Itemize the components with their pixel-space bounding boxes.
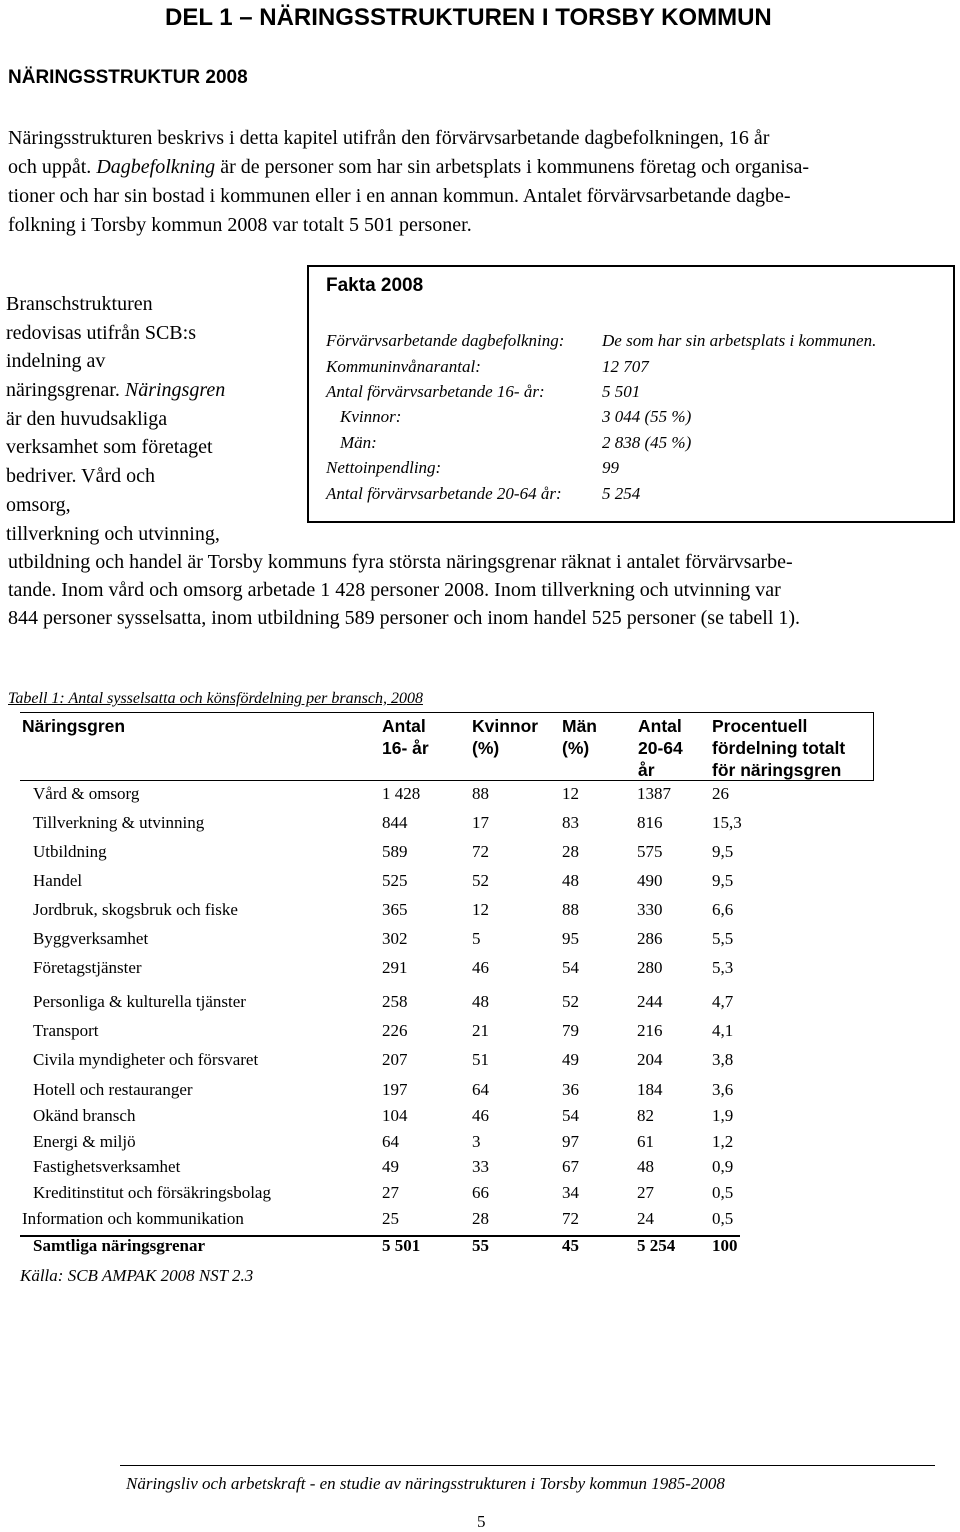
cell-antal-16: 302 <box>382 929 408 948</box>
fakta-value: 99 <box>602 458 619 477</box>
cell-antal-16: 25 <box>382 1209 399 1228</box>
cell-antal-20-64: 575 <box>637 842 663 861</box>
dagbefolkning-term: Dagbefolkning <box>96 156 216 178</box>
cell-kvinnor: 33 <box>472 1157 489 1176</box>
intro-line: Näringsstrukturen beskrivs i detta kapitel utifrån den förvärvsarbetande dagbefolkningen, 16 år <box>8 127 770 149</box>
table-row <box>0 871 960 895</box>
cell-man: 88 <box>562 900 579 919</box>
cell-procent: 15,3 <box>712 813 742 832</box>
cell-antal-20-64: 5 254 <box>637 1236 676 1255</box>
table-row <box>0 1080 960 1104</box>
table-caption: Tabell 1: Antal sysselsatta och könsfördelning per bransch, 2008 <box>8 690 423 707</box>
header-text: 16- år <box>382 738 429 758</box>
fakta-label: Män: <box>340 433 377 452</box>
cell-antal-20-64: 286 <box>637 929 663 948</box>
side-line: omsorg, <box>6 493 71 516</box>
header-text: Antal <box>638 716 682 736</box>
cell-man: 12 <box>562 784 579 803</box>
cell-kvinnor: 72 <box>472 842 489 861</box>
cell-man: 54 <box>562 958 579 977</box>
cell-man: 49 <box>562 1050 579 1069</box>
cell-man: 28 <box>562 842 579 861</box>
table-row <box>0 1183 960 1207</box>
section-heading: NÄRINGSSTRUKTUR 2008 <box>8 67 248 88</box>
fakta-value: De som har sin arbetsplats i kommunen. <box>602 331 877 350</box>
cell-antal-16: 525 <box>382 871 408 890</box>
intro-line <box>8 153 948 182</box>
side-line: redovisas utifrån SCB:s <box>6 321 196 344</box>
cell-kvinnor: 28 <box>472 1209 489 1228</box>
cell-man: 67 <box>562 1157 579 1176</box>
cell-antal-20-64: 1387 <box>637 784 671 803</box>
header-text: år <box>638 760 655 780</box>
cell-naringsgren: Personliga & kulturella tjänster <box>33 992 246 1011</box>
cell-antal-16: 844 <box>382 813 408 832</box>
intro-line: tioner och har sin bostad i kommunen eller i en annan kommun. Antalet förvärvsarbetande dagbe- <box>8 185 791 207</box>
cell-kvinnor: 46 <box>472 1106 489 1125</box>
table-row <box>0 1157 960 1181</box>
table-rule <box>873 712 874 781</box>
intro-paragraph <box>8 124 948 240</box>
cell-man: 45 <box>562 1236 579 1255</box>
cell-procent: 9,5 <box>712 871 734 890</box>
side-line: tillverkning och utvinning, <box>6 522 220 545</box>
header-text: 20-64 <box>638 738 683 758</box>
fakta-label: Kvinnor: <box>340 407 402 426</box>
header-text: Män <box>562 716 597 736</box>
cell-kvinnor: 88 <box>472 784 489 803</box>
summary-line: 844 personer sysselsatta, inom utbildning 589 personer och inom handel 525 personer (se tabell 1). <box>8 607 801 629</box>
header-man <box>562 715 597 759</box>
header-text: Kvinnor <box>472 716 539 736</box>
table-row <box>0 929 960 953</box>
cell-man: 95 <box>562 929 579 948</box>
cell-man: 34 <box>562 1183 579 1202</box>
table-row <box>0 1050 960 1074</box>
footer-text: Näringsliv och arbetskraft - en studie av näringsstrukturen i Torsby kommun 1985-2008 <box>126 1474 725 1493</box>
table-row <box>0 784 960 808</box>
summary-paragraph <box>8 548 948 632</box>
header-text: fördelning totalt <box>712 738 846 758</box>
cell-antal-16: 27 <box>382 1183 399 1202</box>
cell-kvinnor: 52 <box>472 871 489 890</box>
side-line: är den huvudsakliga <box>6 407 168 430</box>
cell-procent: 5,5 <box>712 929 734 948</box>
table-row <box>0 1132 960 1156</box>
header-text: (%) <box>472 738 500 758</box>
cell-antal-20-64: 216 <box>637 1021 663 1040</box>
side-line: Branschstrukturen <box>6 293 153 315</box>
cell-naringsgren: Information och kommunikation <box>22 1209 244 1228</box>
header-kvinnor <box>472 715 538 759</box>
page-title: DEL 1 – NÄRINGSSTRUKTUREN I TORSBY KOMMUN <box>165 4 772 31</box>
fakta-label: Kommuninvånarantal: <box>326 357 481 376</box>
page-number: 5 <box>477 1512 486 1531</box>
fakta-title: Fakta 2008 <box>326 275 424 296</box>
cell-man: 97 <box>562 1132 579 1151</box>
fakta-box <box>307 265 955 523</box>
cell-antal-20-64: 280 <box>637 958 663 977</box>
cell-man: 72 <box>562 1209 579 1228</box>
header-antal-20-64 <box>638 715 683 781</box>
summary-line: utbildning och handel är Torsby kommuns fyra största näringsgrenar räknat i antalet förvärvsarbe- <box>8 551 793 573</box>
side-text: näringsgrenar. <box>6 379 125 402</box>
cell-naringsgren: Handel <box>33 871 83 890</box>
header-text: för näringsgren <box>712 760 842 780</box>
cell-antal-20-64: 82 <box>637 1106 654 1125</box>
cell-naringsgren: Vård & omsorg <box>33 784 140 803</box>
cell-antal-20-64: 184 <box>637 1080 663 1099</box>
table-rule <box>20 780 874 781</box>
header-procentuell <box>712 715 845 781</box>
cell-procent: 0,5 <box>712 1183 734 1202</box>
cell-kvinnor: 46 <box>472 958 489 977</box>
cell-antal-16: 365 <box>382 900 408 919</box>
table-row <box>0 813 960 837</box>
table-row <box>0 900 960 924</box>
cell-kvinnor: 48 <box>472 992 489 1011</box>
header-text: Procentuell <box>712 716 808 736</box>
fakta-value: 5 254 <box>602 484 641 503</box>
cell-antal-16: 207 <box>382 1050 408 1069</box>
table-row <box>0 1106 960 1130</box>
table-row <box>0 1021 960 1045</box>
cell-kvinnor: 3 <box>472 1132 481 1151</box>
cell-procent: 1,9 <box>712 1106 734 1125</box>
cell-kvinnor: 55 <box>472 1236 489 1255</box>
cell-antal-16: 1 428 <box>382 784 421 803</box>
table-rule <box>20 712 874 713</box>
fakta-label: Antal förvärvsarbetande 16- år: <box>326 382 545 401</box>
table-row <box>0 842 960 866</box>
cell-antal-16: 104 <box>382 1106 408 1125</box>
naringsgren-term: Näringsgren <box>124 379 226 402</box>
cell-antal-20-64: 244 <box>637 992 663 1011</box>
cell-procent: 0,9 <box>712 1157 734 1176</box>
cell-procent: 5,3 <box>712 958 734 977</box>
cell-antal-16: 197 <box>382 1080 408 1099</box>
cell-naringsgren: Energi & miljö <box>33 1132 136 1151</box>
cell-antal-20-64: 24 <box>637 1209 654 1228</box>
cell-antal-20-64: 204 <box>637 1050 663 1069</box>
cell-antal-20-64: 816 <box>637 813 663 832</box>
fakta-label: Nettoinpendling: <box>326 458 442 477</box>
fakta-value: 12 707 <box>602 357 649 376</box>
cell-man: 83 <box>562 813 579 832</box>
header-antal-16 <box>382 715 429 759</box>
header-text: Antal <box>382 716 426 736</box>
cell-antal-16: 64 <box>382 1132 399 1151</box>
cell-antal-20-64: 61 <box>637 1132 654 1151</box>
cell-antal-20-64: 48 <box>637 1157 654 1176</box>
cell-procent: 3,8 <box>712 1050 734 1069</box>
cell-kvinnor: 17 <box>472 813 489 832</box>
header-naringsgren: Näringsgren <box>22 716 126 736</box>
cell-procent: 4,7 <box>712 992 734 1011</box>
cell-naringsgren: Företagstjänster <box>33 958 142 977</box>
cell-naringsgren: Byggverksamhet <box>33 929 149 948</box>
cell-man: 52 <box>562 992 579 1011</box>
cell-antal-20-64: 330 <box>637 900 663 919</box>
cell-procent: 3,6 <box>712 1080 734 1099</box>
fakta-label: Förvärvsarbetande dagbefolkning: <box>326 331 565 350</box>
table-total-row <box>0 1236 960 1260</box>
cell-antal-20-64: 490 <box>637 871 663 890</box>
side-line: bedriver. Vård och <box>6 465 156 488</box>
footer-rule <box>120 1465 935 1466</box>
cell-procent: 26 <box>712 784 729 803</box>
side-paragraph <box>6 290 306 548</box>
intro-text: och uppåt. <box>8 156 97 178</box>
cell-naringsgren: Tillverkning & utvinning <box>33 813 205 832</box>
cell-man: 48 <box>562 871 579 890</box>
cell-kvinnor: 21 <box>472 1021 489 1040</box>
summary-line: tande. Inom vård och omsorg arbetade 1 428 personer 2008. Inom tillverkning och utvinning var <box>8 579 781 601</box>
fakta-value: 3 044 (55 %) <box>602 407 692 426</box>
cell-procent: 4,1 <box>712 1021 734 1040</box>
cell-naringsgren: Samtliga näringsgrenar <box>33 1236 206 1255</box>
fakta-value: 2 838 (45 %) <box>602 433 692 452</box>
cell-man: 36 <box>562 1080 579 1099</box>
fakta-value: 5 501 <box>602 382 641 401</box>
cell-naringsgren: Utbildning <box>33 842 107 861</box>
cell-naringsgren: Jordbruk, skogsbruk och fiske <box>33 900 238 919</box>
cell-antal-16: 49 <box>382 1157 399 1176</box>
cell-man: 54 <box>562 1106 579 1125</box>
cell-antal-16: 258 <box>382 992 408 1011</box>
cell-antal-16: 5 501 <box>382 1236 421 1255</box>
cell-procent: 0,5 <box>712 1209 734 1228</box>
cell-naringsgren: Kreditinstitut och försäkringsbolag <box>33 1183 271 1202</box>
fakta-label: Antal förvärvsarbetande 20-64 år: <box>326 484 562 503</box>
cell-kvinnor: 64 <box>472 1080 489 1099</box>
cell-naringsgren: Okänd bransch <box>33 1106 136 1125</box>
cell-procent: 1,2 <box>712 1132 734 1151</box>
cell-antal-16: 291 <box>382 958 408 977</box>
cell-kvinnor: 66 <box>472 1183 489 1202</box>
cell-antal-16: 226 <box>382 1021 408 1040</box>
cell-naringsgren: Hotell och restauranger <box>33 1080 193 1099</box>
cell-procent: 9,5 <box>712 842 734 861</box>
table-row <box>0 1209 960 1233</box>
cell-man: 79 <box>562 1021 579 1040</box>
cell-naringsgren: Transport <box>33 1021 99 1040</box>
side-line: indelning av <box>6 350 106 373</box>
intro-text: är de personer som har sin arbetsplats i kommunens företag och organisa- <box>215 156 810 178</box>
cell-kvinnor: 51 <box>472 1050 489 1069</box>
cell-procent: 100 <box>712 1236 738 1255</box>
cell-procent: 6,6 <box>712 900 734 919</box>
cell-kvinnor: 12 <box>472 900 489 919</box>
table-row <box>0 992 960 1016</box>
cell-antal-20-64: 27 <box>637 1183 654 1202</box>
header-text: (%) <box>562 738 590 758</box>
table-row <box>0 958 960 982</box>
cell-kvinnor: 5 <box>472 929 481 948</box>
cell-naringsgren: Fastighetsverksamhet <box>33 1157 181 1176</box>
cell-antal-16: 589 <box>382 842 408 861</box>
intro-line: folkning i Torsby kommun 2008 var totalt 5 501 personer. <box>8 214 472 236</box>
cell-naringsgren: Civila myndigheter och försvaret <box>33 1050 259 1069</box>
table-source: Källa: SCB AMPAK 2008 NST 2.3 <box>20 1266 254 1285</box>
side-line: verksamhet som företaget <box>6 436 213 459</box>
side-line <box>6 376 306 405</box>
